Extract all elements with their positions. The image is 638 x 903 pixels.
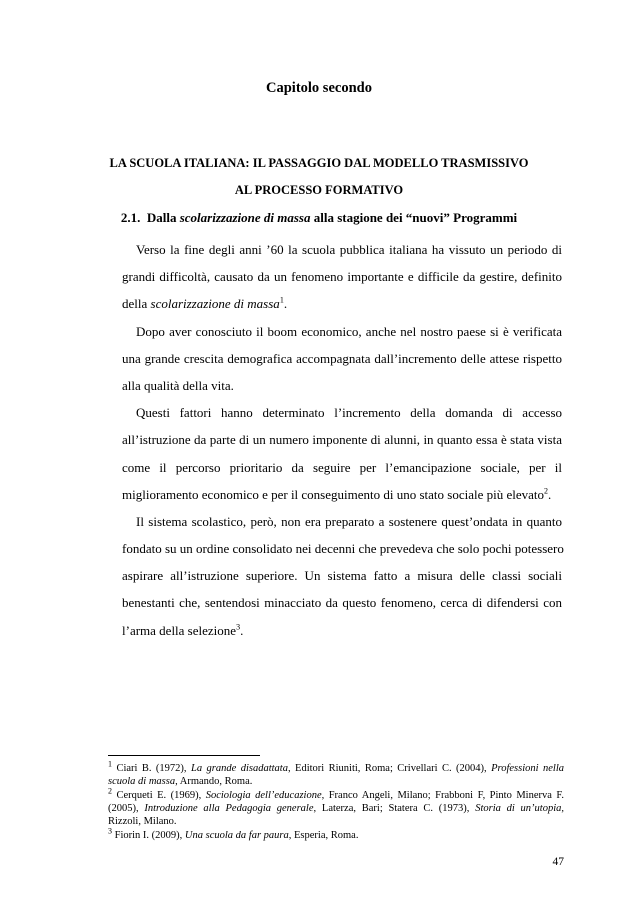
footnote-rule (108, 755, 260, 756)
body-line: grandi difficoltà, causato da un fenomeno importante e difficile da gestire, definito (122, 269, 562, 285)
footnote-line: Rizzoli, Milano. (108, 816, 177, 827)
body-line: Verso la fine degli anni ’60 la scuola pubblica italiana ha vissuto un periodo di (136, 242, 562, 257)
body-line: aspirare all’istruzione superiore. Un sistema fatto a misura delle classi sociali (122, 568, 562, 584)
body-line: fondato su un ordine consolidato nei decenni che prevedeva che solo pochi potessero (122, 541, 564, 557)
body-text (122, 236, 562, 644)
body-line: all’istruzione da parte di un numero imponente di alunni, in quanto essa è stata vista (122, 432, 562, 448)
heading-line-1: LA SCUOLA ITALIANA: IL PASSAGGIO DAL MODELLO TRASMISSIVO (109, 156, 529, 170)
footnote-line: $^3$ Fiorin I. (2009), Una scuola da far paura, Esperia, Roma. (108, 826, 359, 841)
body-line: Il sistema scolastico, però, non era preparato a sostenere quest’ondata in quanto (136, 513, 562, 529)
footnote-3 (108, 826, 564, 842)
body-line: Questi fattori hanno determinato l’incremento della domanda di accesso (136, 405, 562, 421)
body-line: miglioramento economico e per il conseguimento di uno stato sociale più elevato$^2$. (122, 486, 552, 502)
footnote-number: 1 (108, 759, 112, 769)
page-number: 47 (552, 856, 564, 868)
body-line: una grande crescita demografica accompagnata dall’incremento delle attese rispetto (122, 350, 562, 366)
footnote-number: 3 (108, 826, 112, 836)
body-line: della scolarizzazione di massa$^1$. (122, 296, 288, 312)
section-title-pre: Dalla (146, 210, 177, 225)
section-heading (0, 210, 638, 226)
footnote-1 (108, 759, 564, 788)
heading-line-2: AL PROCESSO FORMATIVO (234, 183, 404, 197)
body-line: l’arma della selezione$^3$. (122, 622, 244, 638)
section-number: 2.1. (120, 210, 141, 225)
chapter-title: Capitolo secondo (266, 80, 372, 96)
footnote-line: $^2$ Cerqueti E. (1969), Sociologia dell’educazione, Franco Angeli, Milano; Frabboni F, Pinto Minerva F. (108, 786, 565, 801)
body-line: benestanti che, sentendosi minacciato da questo fenomeno, cerca di difendersi con (122, 595, 562, 611)
footnote-line: (2005), Introduzione alla Pedagogia generale, Laterza, Bari; Statera C. (1973), Storia di un’utopia, (108, 803, 564, 814)
footnote-line: $^1$ Ciari B. (1972), La grande disadattata, Editori Riuniti, Roma; Crivellari C. (2004), Professioni nella (108, 759, 564, 774)
footnote-ref: 1 (279, 296, 284, 306)
footnote-2 (108, 786, 565, 828)
footnote-number: 2 (108, 786, 112, 796)
section-title-post: alla stagione dei “nuovi” Programmi (313, 210, 518, 225)
body-line: alla qualità della vita. (122, 377, 234, 393)
body-line: come il percorso prioritario da seguire per l’emancipazione sociale, per il (122, 459, 562, 475)
footnote-ref: 2 (544, 486, 549, 496)
footnote-ref: 3 (236, 622, 241, 632)
section-title-italic: scolarizzazione di massa (179, 210, 311, 225)
body-line: Dopo aver conosciuto il boom economico, anche nel nostro paese si è verificata (136, 323, 562, 339)
footnote-line: scuola di massa, Armando, Roma. (108, 776, 253, 787)
